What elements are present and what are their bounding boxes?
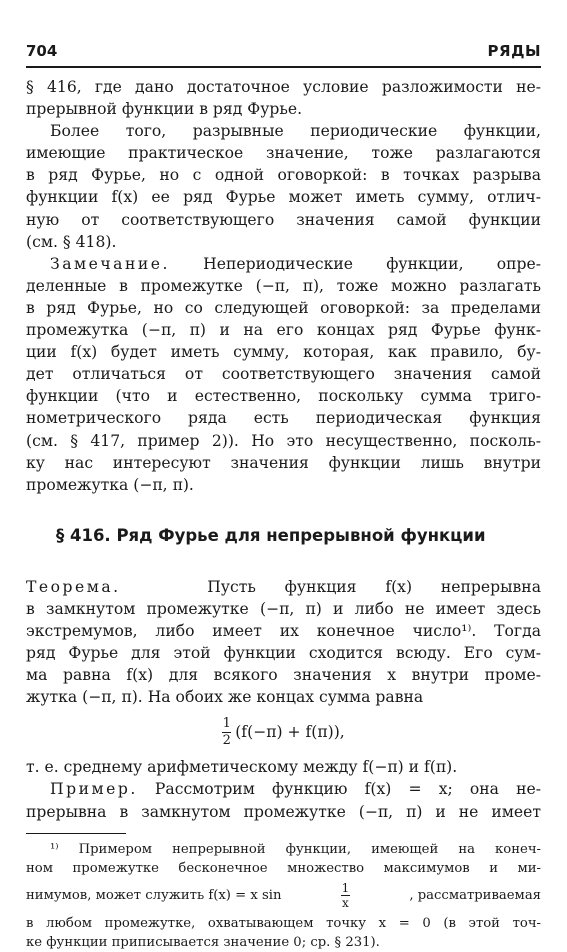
text-line: ряд Фурье для этой функции сходится всюду. Его сум-: [26, 644, 541, 663]
footnote-formula-line: [26, 878, 541, 914]
footnote-line: ном промежутке бесконечное множество максимумов и ми-: [26, 860, 541, 876]
section-heading: § 416. Ряд Фурье для непрерывной функции: [56, 525, 486, 545]
footnote-line: в любом промежутке, охватывающем точку x = 0 (в этой точ-: [26, 915, 541, 931]
page-body: [26, 76, 541, 952]
footnote: [26, 840, 541, 952]
text-line: прерывной функции в ряд Фурье.: [26, 100, 303, 119]
formula-expression: (f(−π) + f(π)),: [235, 723, 345, 742]
footnote-formula-right: , рассматриваемая: [409, 888, 541, 904]
display-formula: [26, 708, 541, 756]
remark-label: Замечание.: [50, 254, 170, 273]
fraction-denominator: x: [342, 896, 349, 911]
running-title: РЯДЫ: [487, 42, 541, 60]
text-line: ную от соответствующего значения самой функции: [26, 210, 541, 229]
text-line: ции f(x) будет иметь сумму, которая, как правило, бу-: [26, 343, 541, 362]
text-line: ма равна f(x) для всякого значения x внутри проме-: [26, 666, 541, 685]
footnote-formula-left: нимумов, может служить f(x) = x sin: [26, 888, 282, 904]
example-first-line: [26, 778, 541, 800]
text-line: (см. § 417, пример 2)). Но это несущественно, посколь-: [26, 431, 541, 450]
fraction-numerator: 1: [222, 715, 231, 731]
text-line: имеющие практическое значение, тоже разлагаются: [26, 144, 541, 163]
footnote-rule: [26, 833, 126, 834]
text-line: промежутка (−π, π).: [26, 475, 194, 494]
text-line: экстремумов, либо имеет их конечное число¹⁾. Тогда: [26, 621, 541, 640]
theorem-first-line: [26, 576, 541, 598]
text-line: нометрического ряда есть периодическая функция: [26, 409, 541, 428]
text-fragment: Рассмотрим функцию f(x) = x; она не-: [154, 780, 541, 799]
text-line: деленные в промежутке (−π, π), тоже можно разлагать: [26, 276, 541, 295]
text-line: (см. § 418).: [26, 232, 117, 251]
text-line: функции f(x) ее ряд Фурье может иметь сумму, отлич-: [26, 188, 541, 207]
footnote-line: ¹⁾ Примером непрерывной функции, имеющей на конеч-: [50, 841, 541, 857]
theorem-label: Теорема.: [26, 577, 121, 596]
text-line: в замкнутом промежутке (−π, π) и либо не имеет здесь: [26, 599, 541, 618]
example-label: Пример.: [50, 780, 138, 799]
fraction-numerator: 1: [341, 881, 350, 896]
text-line: ку нас интересуют значения функции лишь внутри: [26, 453, 541, 472]
footnote-line: ке функции приписывается значение 0; ср. § 231).: [26, 934, 380, 950]
text-line: т. е. среднему арифметическому между f(−π) и f(π).: [26, 758, 458, 777]
text-line: промежутка (−π, π) и на его концах ряд Фурье функ-: [26, 321, 541, 340]
text-line: прерывна в замкнутом промежутке (−π, π) и не имеет: [26, 802, 541, 821]
text-line: жутка (−π, π). На обоих же концах сумма равна: [26, 688, 424, 707]
fraction-denominator: 2: [222, 732, 231, 748]
page-header: [26, 40, 541, 68]
text-line: в ряд Фурье, но с одной оговоркой: в точках разрыва: [26, 166, 541, 185]
text-line: § 416, где дано достаточное условие разложимости не-: [26, 78, 541, 96]
page-number: 704: [26, 42, 58, 60]
fraction: [222, 717, 231, 748]
remark-first-line: [26, 253, 541, 275]
text-line: дет отличаться от соответствующего значения самой: [26, 365, 541, 384]
text-line: функции (что и естественно, поскольку сумма триго-: [26, 387, 541, 406]
text-fragment: Пусть функция f(x) непрерывна: [207, 577, 541, 596]
text-line: Более того, разрывные периодические функции,: [50, 122, 541, 141]
text-fragment: Непериодические функции, опре-: [203, 254, 541, 273]
text-line: в ряд Фурье, но со следующей оговоркой: за пределами: [26, 298, 541, 317]
footnote-fraction: [341, 882, 350, 909]
